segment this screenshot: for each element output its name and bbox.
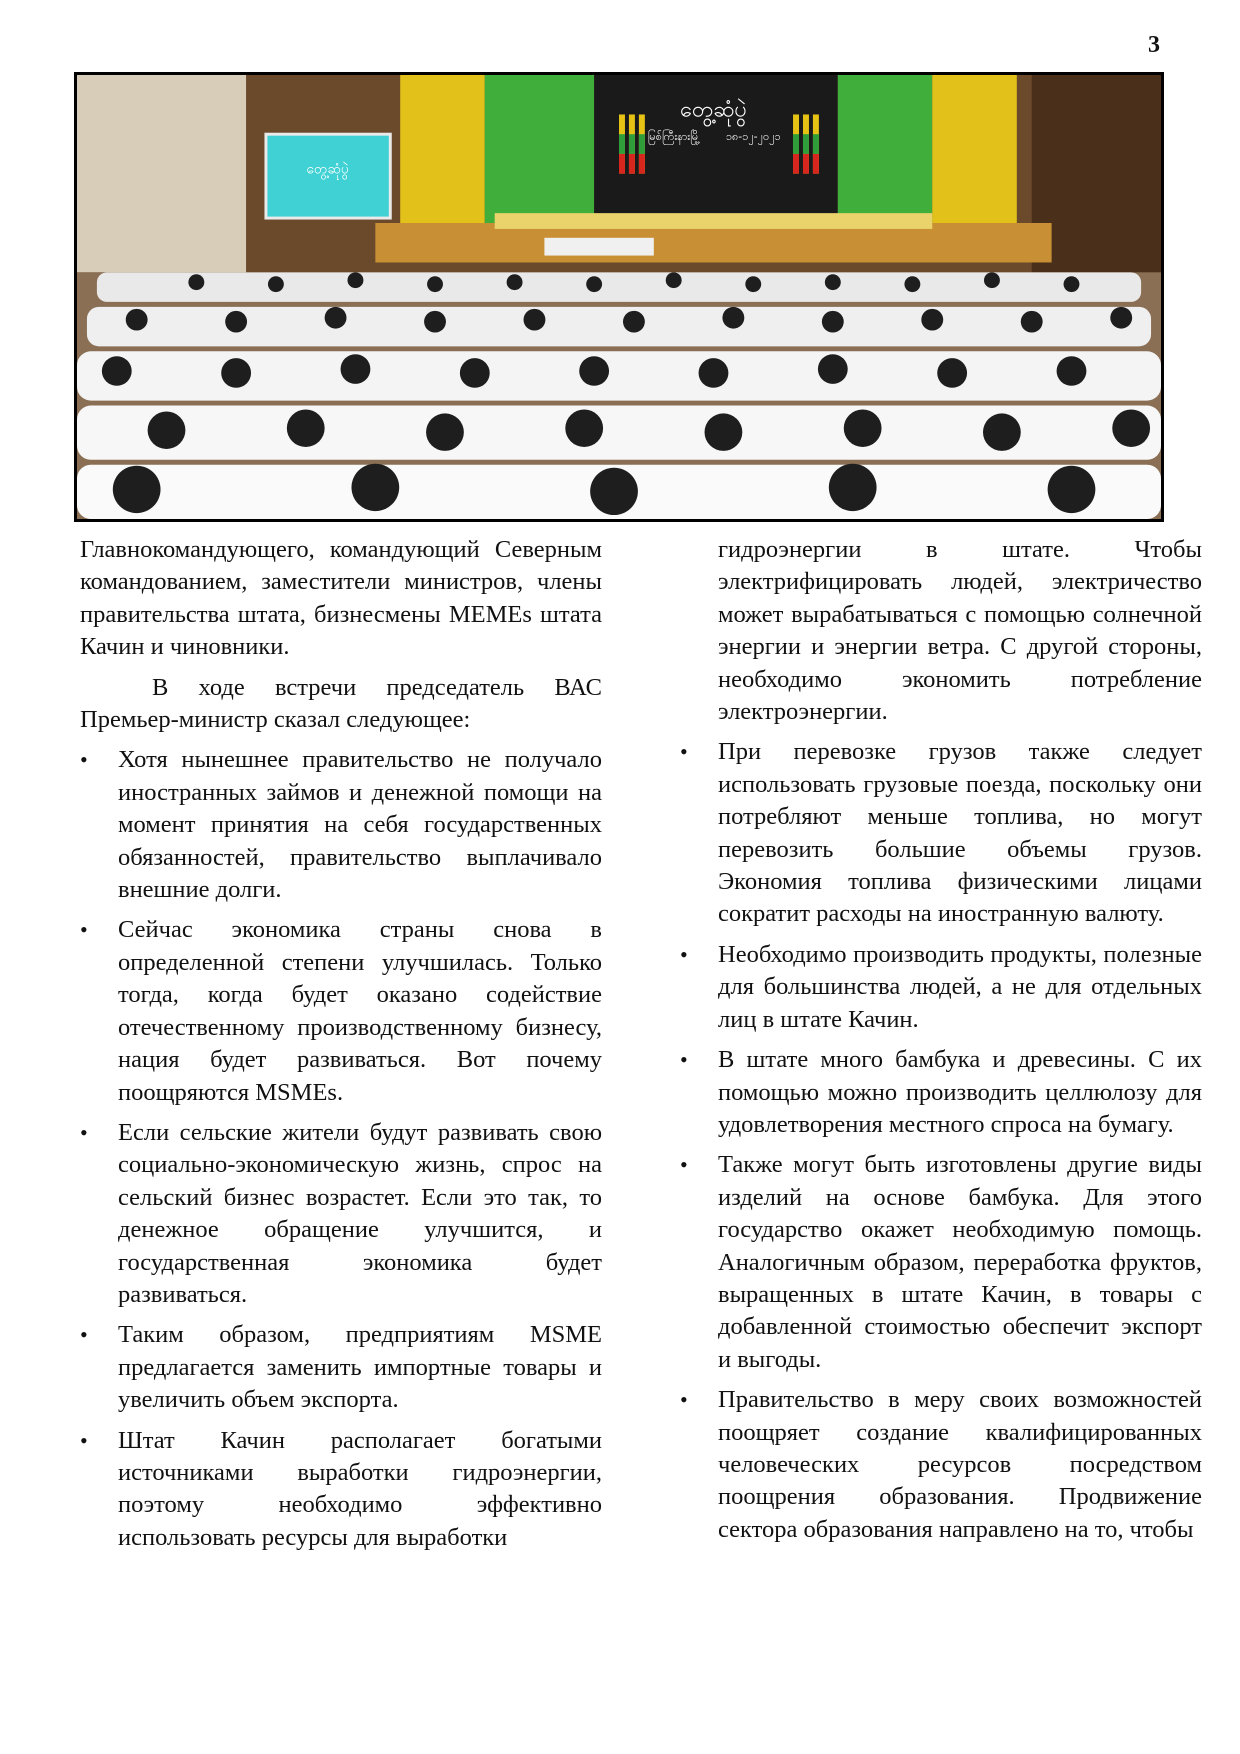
- head-table: [544, 238, 653, 256]
- list-item: • Также могут быть изготовлены другие виды изделий на основе бамбука. Для этого государство окажет необходимую помощь. Аналогичным образом, переработка фруктов, выращенных в штате Качин, в товары с добавленной стоимостью обеспечит экспорт и выгоды.: [680, 1149, 1202, 1376]
- list-item: • В штате много бамбука и древесины. С их помощью можно производить целлюлозу для удовлетворения местного спроса на бумагу.: [680, 1044, 1202, 1141]
- page-number: 3: [1148, 32, 1160, 58]
- list-item: • Штат Качин располагает богатыми источниками выработки гидроэнергии, поэтому необходимо эффективно использовать ресурсы для выработки: [80, 1425, 602, 1555]
- list-item: • Хотя нынешнее правительство не получало иностранных займов и денежной помощи на момент принятия на себя государственных обязанностей, правительство выплачивало внешние долги.: [80, 744, 602, 906]
- left-column: [80, 534, 602, 1562]
- left-bullet-list: [80, 744, 602, 1554]
- flags-left: [619, 114, 645, 173]
- stage-flowers: [495, 213, 933, 229]
- curtain-green-right: [838, 75, 932, 223]
- list-item: • Таким образом, предприятиям MSME предлагается заменить импортные товары и увеличить объем экспорта.: [80, 1319, 602, 1416]
- intro-paragraph: Главнокомандующего, командующий Северным командованием, заместители министров, члены правительства штата, бизнесмены MEMEs штата Качин и чиновники.: [80, 536, 602, 661]
- list-item: • Сейчас экономика страны снова в определенной степени улучшилась. Только тогда, когда будет оказано содействие отечественному производственному бизнесу, нация будет развиваться. Вот почему поощряются MSMEs.: [80, 914, 602, 1108]
- list-item: • Правительство в меру своих возможностей поощряет создание квалифицированных человеческих ресурсов посредством поощрения образования. Продвижение сектора образования направлено на то, чтобы: [680, 1384, 1202, 1546]
- list-item: • Если сельские жители будут развивать свою социально-экономическую жизнь, спрос на сельский бизнес возрастет. Если это так, то денежное обращение улучшится, и государственная экономика будет развиваться.: [80, 1117, 602, 1311]
- left-wall: [77, 75, 246, 272]
- curtain-yellow-left: [400, 75, 485, 223]
- curtain-green-left: [485, 75, 594, 223]
- stage-banner-title: တွေ့ဆုံပွဲ: [680, 97, 747, 123]
- list-item-continuation: гидроэнергии в штате. Чтобы электрифицировать людей, электричество может вырабатываться с помощью солнечной энергии и энергии ветра. С другой стороны, необходимо экономить потребление электроэнергии.: [718, 536, 1202, 726]
- right-bullet-list: [680, 534, 1202, 1546]
- list-item: • Необходимо производить продукты, полезные для большинства людей, а не для отдельных лиц в штате Качин.: [680, 939, 1202, 1036]
- stage-banner-location: မြစ်ကြီးနားမြို့: [647, 130, 700, 144]
- screen-text: တွေ့ဆုံပွဲ: [306, 161, 349, 178]
- meeting-hall-illustration: [77, 75, 1161, 519]
- stage-banner-date: ၁၈-၁၂-၂၀၂၁: [725, 130, 781, 144]
- list-item: • При перевозке грузов также следует использовать грузовые поезда, поскольку они потребляют меньше топлива, но могут перевозить большие объемы грузов. Экономия топлива физическими лицами сократит расходы на иностранную валюту.: [680, 736, 1202, 930]
- curtain-yellow-right: [932, 75, 1017, 223]
- right-column: [680, 534, 1202, 1554]
- flags-right: [793, 114, 819, 173]
- meeting-photo: [74, 72, 1164, 522]
- meeting-paragraph: В ходе встречи председатель ВАС Премьер-министр сказал следующее:: [80, 673, 602, 734]
